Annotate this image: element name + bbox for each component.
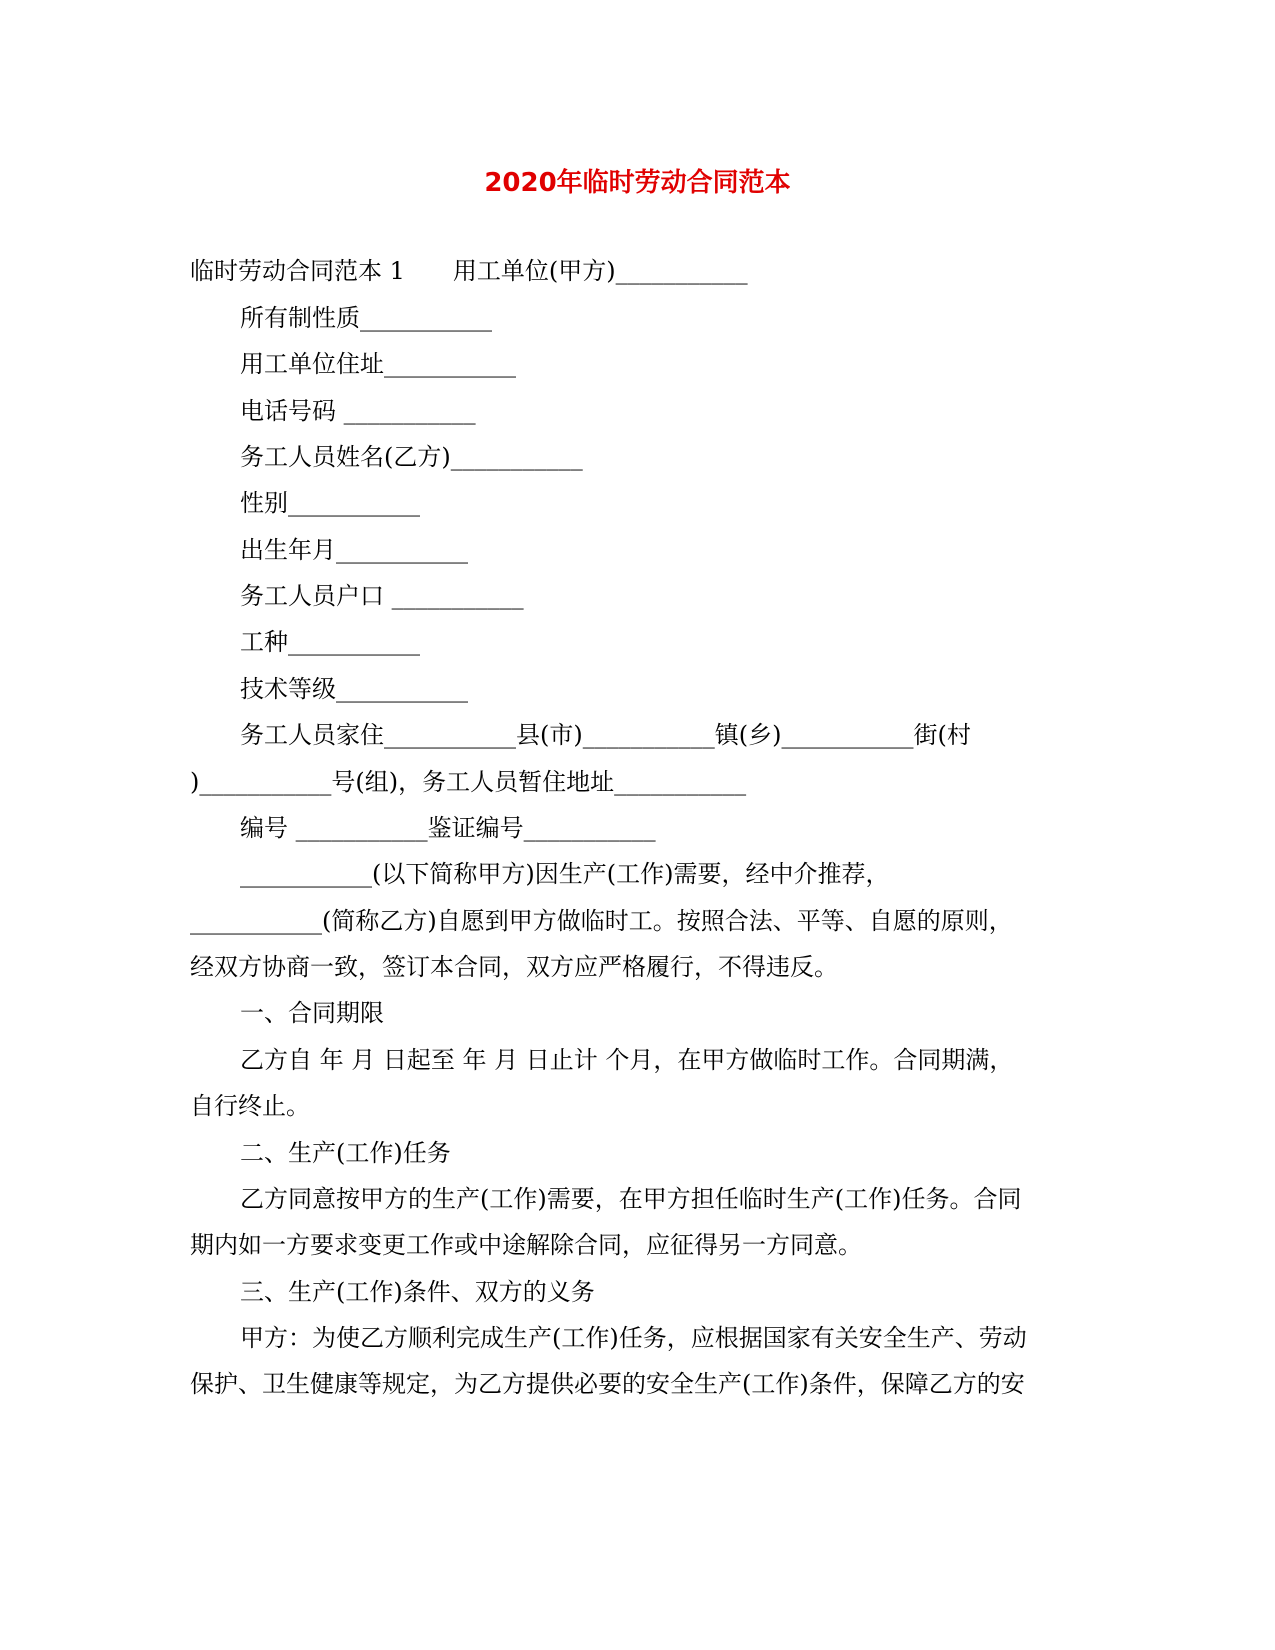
text-line: 期内如一方要求变更工作或中途解除合同，应征得另一方同意。 <box>190 1231 862 1259</box>
section-heading: 二、生产(工作)任务 <box>240 1139 451 1167</box>
text-line: 电话号码 ___________ <box>240 397 476 425</box>
text-line: 工种___________ <box>240 628 420 656</box>
text-line: 经双方协商一致，签订本合同，双方应严格履行，不得违反。 <box>190 953 838 981</box>
text-line: 自行终止。 <box>190 1092 310 1120</box>
text-line: 性别___________ <box>240 489 420 517</box>
text-line: ___________(简称乙方)自愿到甲方做临时工。按照合法、平等、自愿的原则， <box>190 907 1013 935</box>
text-line: 务工人员姓名(乙方)___________ <box>240 443 583 471</box>
document-title: 2020年临时劳动合同范本 <box>484 168 791 198</box>
text-line: 临时劳动合同范本 1 用工单位(甲方)___________ <box>190 257 748 285</box>
section-heading: 三、生产(工作)条件、双方的义务 <box>240 1278 595 1306</box>
text-line: )___________号(组)，务工人员暂住地址___________ <box>190 768 747 796</box>
text-line: ___________(以下简称甲方)因生产(工作)需要，经中介推荐， <box>240 860 890 888</box>
text-line: 务工人员户口 ___________ <box>240 582 524 610</box>
text-line: 出生年月___________ <box>240 536 468 564</box>
text-line: 乙方同意按甲方的生产(工作)需要，在甲方担任临时生产(工作)任务。合同 <box>240 1185 1022 1213</box>
text-line: 所有制性质___________ <box>240 304 492 332</box>
text-line: 务工人员家住___________县(市)___________镇(乡)___________街(村 <box>240 721 971 749</box>
text-line: 保护、卫生健康等规定，为乙方提供必要的安全生产(工作)条件，保障乙方的安 <box>190 1370 1025 1398</box>
section-heading: 一、合同期限 <box>240 999 384 1027</box>
text-line: 编号 ___________鉴证编号___________ <box>240 814 656 842</box>
text-line: 甲方：为使乙方顺利完成生产(工作)任务，应根据国家有关安全生产、劳动 <box>240 1324 1027 1352</box>
text-line: 技术等级___________ <box>240 675 468 703</box>
text-line: 用工单位住址___________ <box>240 350 516 378</box>
text-line: 乙方自 年 月 日起至 年 月 日止计 个月，在甲方做临时工作。合同期满， <box>240 1046 1014 1074</box>
